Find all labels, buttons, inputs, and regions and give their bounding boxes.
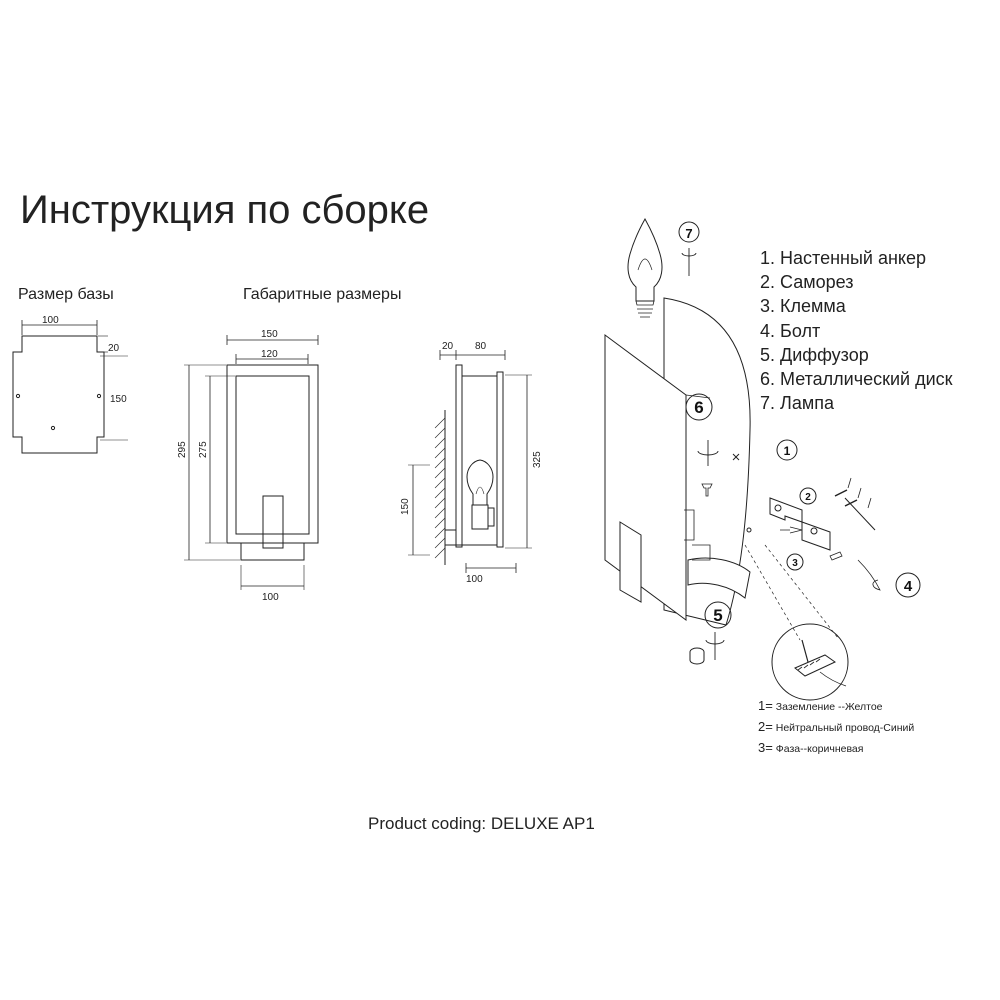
callout-3: 3 xyxy=(792,558,798,569)
front-outer-width-label: 150 xyxy=(261,329,278,340)
parts-list-item: 4. Болт xyxy=(760,320,821,341)
base-height-label: 150 xyxy=(110,394,127,405)
terminal-block-icon xyxy=(795,655,835,676)
callout-2: 2 xyxy=(805,492,811,503)
wiring-text: Нейтральный провод-Синий xyxy=(775,722,915,734)
side-view-drawing xyxy=(408,350,532,573)
side-height-label: 325 xyxy=(532,451,543,468)
lamp-bulb-icon xyxy=(628,219,662,301)
wiring-legend-item xyxy=(758,717,914,738)
callout-7: 7 xyxy=(685,226,693,241)
front-view-drawing xyxy=(184,335,318,590)
wiring-legend-item xyxy=(758,738,914,759)
wiring-legend xyxy=(758,696,914,759)
parts-list-item: 5. Диффузор xyxy=(760,344,869,365)
wiring-number: 1= xyxy=(758,698,773,713)
callout-6: 6 xyxy=(694,398,704,417)
parts-list-item: 2. Саморез xyxy=(760,272,854,293)
base-size-heading: Размер базы xyxy=(18,286,114,303)
parts-list-item: 3. Клемма xyxy=(760,296,846,317)
parts-list-item: 7. Лампа xyxy=(760,393,834,414)
callout-5: 5 xyxy=(713,606,723,625)
wiring-number: 2= xyxy=(758,719,773,734)
parts-list-item: 6. Металлический диск xyxy=(760,369,953,390)
callout-1: 1 xyxy=(783,444,791,458)
side-depth-label: 80 xyxy=(475,341,487,352)
base-width-label: 100 xyxy=(42,315,59,326)
base-plate-drawing xyxy=(13,320,128,453)
front-inner-height-label: 275 xyxy=(198,441,209,458)
callout-4: 4 xyxy=(903,578,913,595)
wiring-text: Заземление --Желтое xyxy=(775,701,883,713)
front-inner-width-label: 120 xyxy=(261,349,278,360)
page-title: Инструкция по сборке xyxy=(20,188,430,232)
wiring-text: Фаза--коричневая xyxy=(775,743,864,755)
side-lamp-height-label: 150 xyxy=(400,498,411,515)
overall-dimensions-heading: Габаритные размеры xyxy=(243,286,402,303)
wiring-number: 3= xyxy=(758,740,773,755)
base-offset-label: 20 xyxy=(108,343,120,354)
product-code: Product coding: DELUXE AP1 xyxy=(368,814,595,833)
wiring-legend-item xyxy=(758,696,914,717)
parts-list-item: 1. Настенный анкер xyxy=(760,248,926,268)
side-base-depth-label: 100 xyxy=(466,574,483,585)
front-base-width-label: 100 xyxy=(262,592,279,603)
front-total-height-label: 295 xyxy=(177,441,188,458)
side-offset-label: 20 xyxy=(442,341,454,352)
parts-list xyxy=(760,246,953,415)
